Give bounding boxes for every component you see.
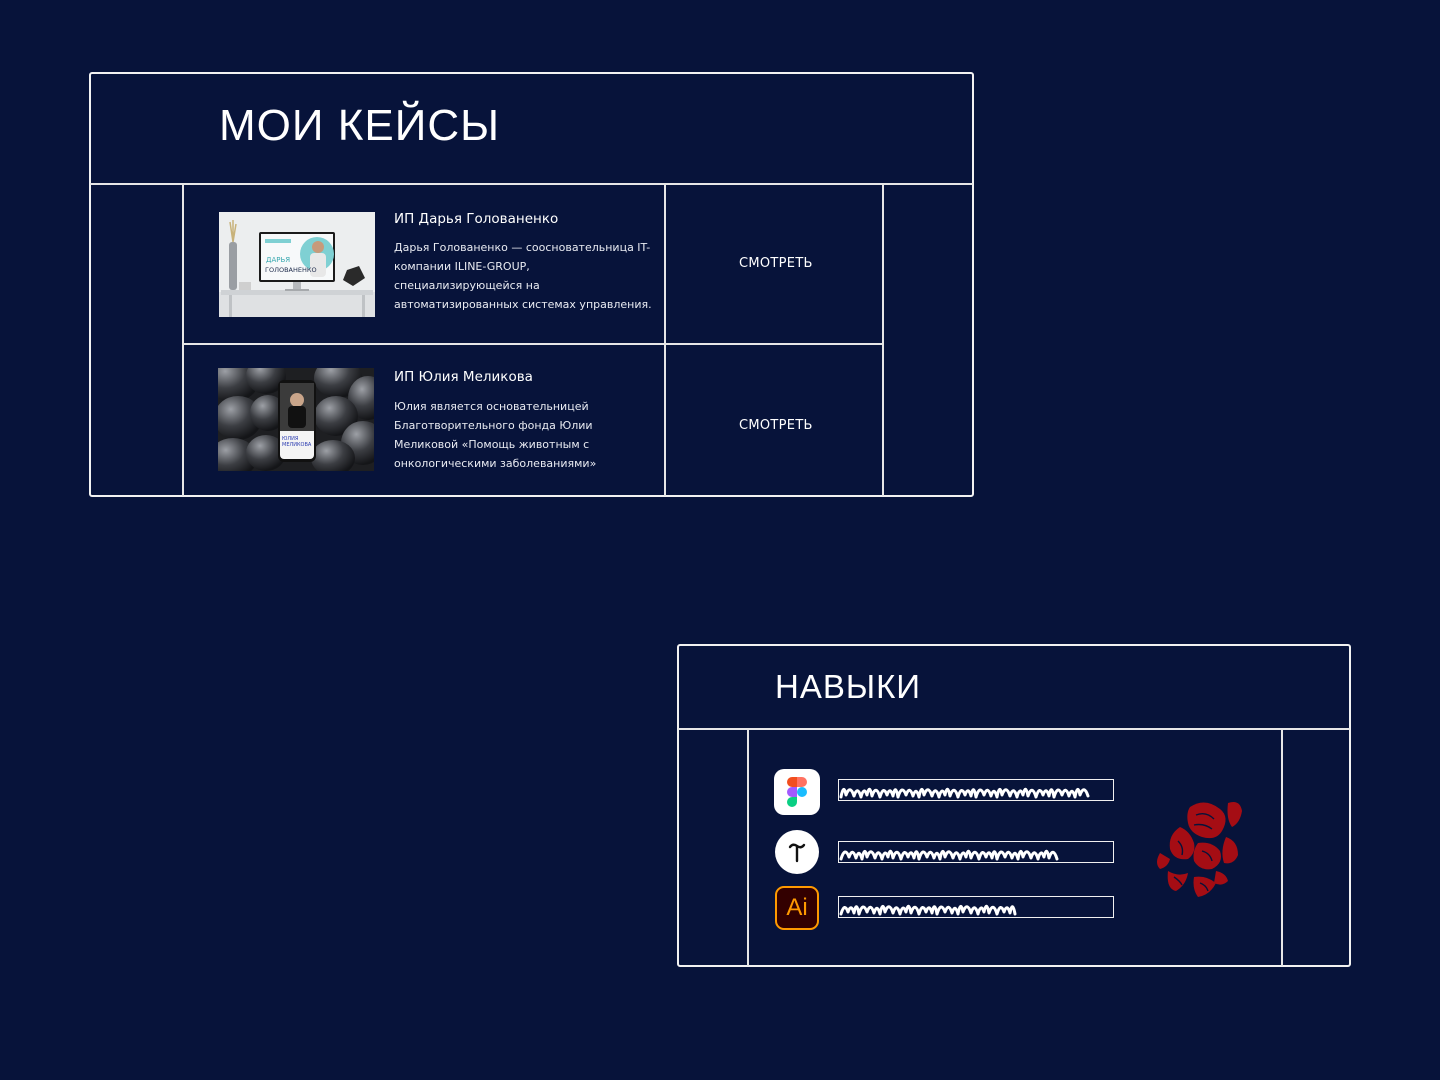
thumb-text-top: ЮЛИЯ bbox=[282, 436, 299, 442]
divider bbox=[678, 728, 1350, 730]
skill-level-fill bbox=[839, 780, 1114, 801]
skill-level-bar bbox=[838, 841, 1114, 863]
skill-level-scribble bbox=[841, 851, 1057, 859]
divider bbox=[1281, 729, 1283, 966]
skill-level-bar bbox=[838, 896, 1114, 918]
view-case-button[interactable]: СМОТРЕТЬ bbox=[739, 418, 813, 433]
thumb-text-bottom: МЕЛИКОВА bbox=[282, 442, 312, 448]
skills-title: НАВЫКИ bbox=[775, 668, 922, 705]
divider bbox=[182, 184, 184, 496]
illustrator-icon-label: Ai bbox=[786, 894, 808, 921]
cases-title: МОИ КЕЙСЫ bbox=[219, 101, 501, 150]
thumb-text-bottom: ГОЛОВАНЕНКО bbox=[265, 266, 317, 274]
figma-icon bbox=[774, 769, 820, 815]
skill-level-scribble bbox=[841, 789, 1088, 797]
divider bbox=[882, 184, 884, 496]
case-thumbnail bbox=[219, 212, 375, 317]
illustrator-icon bbox=[775, 886, 819, 930]
case-thumbnail bbox=[218, 368, 374, 471]
divider bbox=[747, 729, 749, 966]
skill-level-fill bbox=[839, 897, 1114, 918]
skill-level-fill bbox=[839, 842, 1114, 863]
case-description: Дарья Голованенко — соосновательница IT-компании ILINE-GROUP, специализирующейся на автоматизированных системах управления. bbox=[394, 241, 652, 311]
skill-level-bar bbox=[838, 779, 1114, 801]
thumb-text-top: ДАРЬЯ bbox=[266, 256, 291, 264]
case-name: ИП Дарья Голованенко bbox=[394, 211, 559, 227]
tilda-icon bbox=[775, 830, 819, 874]
case-description: Юлия является основательницей Благотворительного фонда Юлии Меликовой «Помощь животным с онкологическими заболеваниями» bbox=[394, 400, 597, 470]
divider bbox=[90, 183, 973, 185]
divider bbox=[664, 184, 666, 496]
rose-illustration bbox=[1150, 797, 1245, 902]
divider bbox=[182, 343, 884, 345]
skill-level-scribble bbox=[841, 906, 1015, 914]
case-name: ИП Юлия Меликова bbox=[394, 369, 533, 385]
view-case-button[interactable]: СМОТРЕТЬ bbox=[739, 256, 813, 271]
